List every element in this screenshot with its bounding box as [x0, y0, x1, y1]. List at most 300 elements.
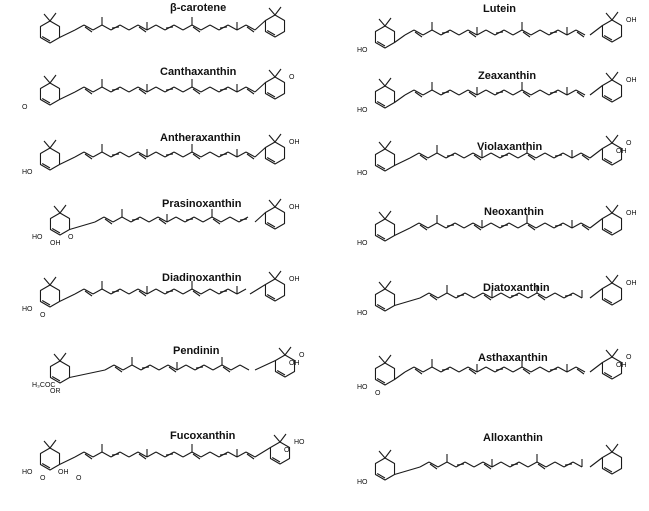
- violaxanthin-polyene-bond: [563, 153, 572, 158]
- diadinoxanthin-polyene-bond: [210, 289, 219, 294]
- carotene-left-ring-methyl: [44, 14, 50, 21]
- antheraxanthin-left-connector: [60, 157, 75, 165]
- alloxanthin-right-ring-methyl: [612, 444, 618, 452]
- lutein-polyene-bond: [405, 30, 414, 35]
- asthaxanthin-polyene-bond: [567, 367, 576, 372]
- canthaxanthin-polyene-double-bond: [166, 89, 173, 90]
- antheraxanthin-left-atom-label: HO: [22, 169, 33, 176]
- canthaxanthin-left-connector: [60, 92, 75, 100]
- fucoxanthin-polyene-bond: [93, 452, 102, 457]
- prasinoxanthin-polyene-bond: [167, 217, 176, 222]
- antheraxanthin-polyene-bond: [156, 152, 165, 157]
- lutein-left-connector: [395, 35, 405, 43]
- diadinoxanthin-polyene-double-bond: [166, 291, 173, 292]
- pendinin-left-atom-label: H₃COC: [32, 382, 56, 389]
- alloxanthin-right-connector: [590, 458, 602, 468]
- asthaxanthin-polyene-bond: [405, 367, 414, 372]
- prasinoxanthin-polyene-bond: [203, 217, 212, 222]
- zeaxanthin-polyene-bond: [450, 90, 459, 95]
- carotene-polyene-bond: [183, 25, 192, 30]
- lutein-polyene-bond: [450, 30, 459, 35]
- pendinin-polyene-bond: [177, 365, 186, 370]
- alloxanthin-left-atom-label: HO: [357, 479, 368, 486]
- canthaxanthin-polyene-bond: [120, 87, 129, 92]
- diatoxanthin-left-atom-label: HO: [357, 310, 368, 317]
- carotene-right-connector: [255, 21, 265, 31]
- neoxanthin-left-ring-methyl: [379, 212, 385, 219]
- diadinoxanthin-polyene-bond: [237, 289, 246, 294]
- fucoxanthin-polyene-double-bond: [112, 454, 119, 455]
- lutein-left-ring-methyl: [385, 18, 391, 26]
- prasinoxanthin-right-ring: [265, 207, 284, 229]
- neoxanthin-polyene-bond: [482, 223, 491, 228]
- zeaxanthin-polyene-bond: [423, 90, 432, 95]
- antheraxanthin-right-ring: [265, 142, 284, 164]
- diadinoxanthin-polyene-bond: [183, 289, 192, 294]
- lutein-polyene-bond: [540, 30, 549, 35]
- diadinoxanthin-right-ring-methyl: [275, 271, 281, 279]
- asthaxanthin-polyene-bond: [486, 367, 495, 372]
- alloxanthin-polyene-bond: [447, 462, 456, 467]
- asthaxanthin-right-ring-methyl: [612, 349, 618, 357]
- diadinoxanthin-polyene-double-bond: [220, 291, 227, 292]
- diadinoxanthin-polyene-bond: [102, 289, 111, 294]
- alloxanthin-polyene-bond: [501, 462, 510, 467]
- carotene-polyene-double-bond: [112, 27, 119, 28]
- structure-carotene: [40, 7, 284, 43]
- neoxanthin-left-connector: [395, 228, 410, 236]
- neoxanthin-polyene-double-bond: [501, 225, 508, 226]
- fucoxanthin-polyene-bond: [120, 452, 129, 457]
- zeaxanthin-left-ring: [375, 86, 394, 108]
- prasinoxanthin-polyene-bond: [140, 217, 149, 222]
- asthaxanthin-right-atom-label: O: [626, 354, 632, 361]
- pendinin-polyene-bond: [123, 365, 132, 370]
- violaxanthin-polyene-bond: [545, 153, 554, 158]
- alloxanthin-polyene-bond: [519, 462, 528, 467]
- antheraxanthin-polyene-bond: [120, 152, 129, 157]
- diatoxanthin-polyene-double-bond: [565, 295, 572, 296]
- fucoxanthin-polyene-bond: [237, 452, 246, 457]
- pendinin-polyene-bond: [105, 365, 114, 370]
- pendinin-right-atom-label: OH: [289, 360, 300, 367]
- pendinin-right-ring-methyl: [279, 348, 285, 355]
- carotene-polyene-bond: [210, 25, 219, 30]
- pendinin-polyene-double-bond: [142, 367, 149, 368]
- lutein-polyene-bond: [513, 30, 522, 35]
- antheraxanthin-left-ring: [40, 148, 59, 170]
- violaxanthin-polyene-bond: [518, 153, 527, 158]
- asthaxanthin-right-connector: [590, 363, 602, 373]
- antheraxanthin-left-ring-methyl: [44, 141, 50, 148]
- asthaxanthin-left-atom-label: O: [375, 390, 381, 397]
- diadinoxanthin-right-connector: [250, 285, 265, 295]
- lutein-polyene-bond: [504, 30, 513, 35]
- prasinoxanthin-polyene-double-bond: [186, 219, 193, 220]
- pendinin-polyene-bond: [204, 365, 213, 370]
- antheraxanthin-polyene-bond: [201, 152, 210, 157]
- alloxanthin-polyene-bond: [555, 462, 564, 467]
- fucoxanthin-polyene-bond: [147, 452, 156, 457]
- zeaxanthin-right-ring: [602, 80, 621, 102]
- antheraxanthin-polyene-bond: [183, 152, 192, 157]
- neoxanthin-polyene-bond: [491, 223, 500, 228]
- antheraxanthin-right-connector: [255, 148, 265, 158]
- alloxanthin-right-ring: [602, 452, 621, 474]
- asthaxanthin-polyene-bond: [423, 367, 432, 372]
- asthaxanthin-polyene-bond: [531, 367, 540, 372]
- asthaxanthin-polyene-bond: [558, 367, 567, 372]
- fucoxanthin-polyene-bond: [156, 452, 165, 457]
- carotene-polyene-double-bond: [166, 27, 173, 28]
- asthaxanthin-polyene-bond: [459, 367, 468, 372]
- canthaxanthin-polyene-double-bond: [112, 89, 119, 90]
- violaxanthin-polyene-bond: [482, 153, 491, 158]
- diadinoxanthin-left-ring-methyl: [44, 278, 50, 285]
- diatoxanthin-polyene-bond: [465, 293, 474, 298]
- violaxanthin-right-atom-label: OH: [616, 148, 627, 155]
- carotene-polyene-bond: [201, 25, 210, 30]
- zeaxanthin-polyene-bond: [432, 90, 441, 95]
- canthaxanthin-right-connector: [255, 83, 265, 93]
- structure-alloxanthin: [375, 444, 621, 480]
- diatoxanthin-left-connector: [395, 298, 420, 306]
- fucoxanthin-right-connector: [255, 448, 270, 458]
- violaxanthin-polyene-double-bond: [447, 155, 454, 156]
- fucoxanthin-polyene-double-bond: [166, 454, 173, 455]
- antheraxanthin-polyene-bond: [237, 152, 246, 157]
- lutein-right-atom-label: OH: [626, 17, 637, 24]
- zeaxanthin-left-ring-methyl: [379, 79, 385, 86]
- pendinin-polyene-bond: [240, 365, 249, 370]
- diadinoxanthin-right-ring-methyl: [269, 272, 275, 279]
- carotene-right-ring: [265, 15, 284, 37]
- pendinin-right-connector: [255, 361, 275, 371]
- zeaxanthin-right-ring-methyl: [612, 72, 618, 80]
- diatoxanthin-polyene-bond: [447, 293, 456, 298]
- antheraxanthin-polyene-bond: [174, 152, 183, 157]
- fucoxanthin-polyene-bond: [201, 452, 210, 457]
- diadinoxanthin-left-atom-label: HO: [22, 306, 33, 313]
- neoxanthin-polyene-double-bond: [447, 225, 454, 226]
- antheraxanthin-polyene-double-bond: [112, 154, 119, 155]
- violaxanthin-polyene-double-bond: [555, 155, 562, 156]
- canthaxanthin-right-ring: [265, 77, 284, 99]
- prasinoxanthin-right-ring-methyl: [269, 200, 275, 207]
- prasinoxanthin-polyene-bond: [95, 217, 104, 222]
- carotene-polyene-bond: [93, 25, 102, 30]
- antheraxanthin-right-ring-methyl: [269, 135, 275, 142]
- diadinoxanthin-polyene-bond: [129, 289, 138, 294]
- alloxanthin-polyene-bond: [420, 462, 429, 467]
- pendinin-left-connector: [70, 370, 105, 378]
- canthaxanthin-polyene-bond: [210, 87, 219, 92]
- zeaxanthin-polyene-bond: [459, 90, 468, 95]
- canthaxanthin-right-atom-label: O: [289, 74, 295, 81]
- fucoxanthin-polyene-bond: [75, 452, 84, 457]
- asthaxanthin-left-atom-label: HO: [357, 384, 368, 391]
- zeaxanthin-polyene-bond: [477, 90, 486, 95]
- lutein-right-ring-methyl: [612, 12, 618, 20]
- violaxanthin-left-ring-methyl: [379, 142, 385, 149]
- fucoxanthin-left-ring-methyl: [44, 441, 50, 448]
- diatoxanthin-right-atom-label: OH: [626, 280, 637, 287]
- neoxanthin-polyene-double-bond: [555, 225, 562, 226]
- asthaxanthin-left-connector: [395, 372, 405, 380]
- canthaxanthin-polyene-double-bond: [220, 89, 227, 90]
- carotene-polyene-bond: [129, 25, 138, 30]
- diadinoxanthin-left-ring-methyl: [50, 277, 56, 285]
- lutein-polyene-bond: [423, 30, 432, 35]
- carotene-right-ring-methyl: [275, 7, 281, 15]
- lutein-polyene-double-bond: [550, 32, 557, 33]
- alloxanthin-polyene-double-bond: [565, 464, 572, 465]
- neoxanthin-polyene-bond: [563, 223, 572, 228]
- fucoxanthin-right-ring-methyl: [274, 435, 280, 442]
- asthaxanthin-polyene-double-bond: [442, 369, 449, 370]
- pendinin-left-ring-methyl: [60, 353, 66, 361]
- fucoxanthin-polyene-bond: [183, 452, 192, 457]
- canthaxanthin-left-atom-label: O: [22, 104, 28, 111]
- neoxanthin-right-atom-label: OH: [626, 210, 637, 217]
- fucoxanthin-polyene-bond: [102, 452, 111, 457]
- pendinin-polyene-bond: [186, 365, 195, 370]
- violaxanthin-polyene-bond: [572, 153, 581, 158]
- prasinoxanthin-polyene-bond: [221, 217, 230, 222]
- diatoxanthin-left-ring: [375, 289, 394, 311]
- compound-name-neoxanthin: Neoxanthin: [484, 206, 544, 218]
- fucoxanthin-polyene-double-bond: [220, 454, 227, 455]
- antheraxanthin-polyene-bond: [210, 152, 219, 157]
- canthaxanthin-polyene-bond: [156, 87, 165, 92]
- violaxanthin-polyene-bond: [437, 153, 446, 158]
- diatoxanthin-right-ring-methyl: [606, 276, 612, 283]
- fucoxanthin-polyene-bond: [228, 452, 237, 457]
- antheraxanthin-right-ring-methyl: [275, 134, 281, 142]
- lutein-left-ring: [375, 26, 394, 48]
- compound-name-diatoxanthin: Diatoxanthin: [483, 282, 550, 294]
- diadinoxanthin-polyene-bond: [75, 289, 84, 294]
- asthaxanthin-polyene-double-bond: [496, 369, 503, 370]
- carotene-polyene-bond: [174, 25, 183, 30]
- lutein-polyene-bond: [432, 30, 441, 35]
- neoxanthin-right-ring: [602, 213, 621, 235]
- fucoxanthin-left-atom-label: OH: [58, 469, 69, 476]
- diadinoxanthin-left-connector: [60, 294, 75, 302]
- lutein-polyene-bond: [459, 30, 468, 35]
- fucoxanthin-polyene-bond: [210, 452, 219, 457]
- canthaxanthin-left-ring-methyl: [44, 76, 50, 83]
- lutein-left-atom-label: HO: [357, 47, 368, 54]
- canthaxanthin-polyene-bond: [174, 87, 183, 92]
- violaxanthin-polyene-bond: [491, 153, 500, 158]
- compound-name-carotene: β-carotene: [170, 2, 227, 14]
- prasinoxanthin-left-ring-methyl: [60, 205, 66, 213]
- zeaxanthin-left-connector: [395, 95, 405, 103]
- fucoxanthin-left-ring-methyl: [50, 440, 56, 448]
- neoxanthin-right-ring-methyl: [606, 206, 612, 213]
- neoxanthin-polyene-bond: [464, 223, 473, 228]
- violaxanthin-left-connector: [395, 158, 410, 166]
- alloxanthin-left-ring-methyl: [385, 450, 391, 458]
- diadinoxanthin-left-ring: [40, 285, 59, 307]
- canthaxanthin-left-ring: [40, 83, 59, 105]
- lutein-polyene-bond: [477, 30, 486, 35]
- pendinin-left-ring: [50, 361, 69, 383]
- alloxanthin-polyene-bond: [528, 462, 537, 467]
- diatoxanthin-left-ring-methyl: [385, 281, 391, 289]
- structure-lutein: [375, 12, 621, 48]
- diadinoxanthin-polyene-bond: [93, 289, 102, 294]
- alloxanthin-left-ring-methyl: [379, 451, 385, 458]
- antheraxanthin-left-ring-methyl: [50, 140, 56, 148]
- compound-name-canthaxanthin: Canthaxanthin: [160, 66, 237, 78]
- diatoxanthin-polyene-bond: [438, 293, 447, 298]
- zeaxanthin-right-connector: [590, 86, 602, 96]
- alloxanthin-left-connector: [395, 467, 420, 475]
- prasinoxanthin-polyene-bond: [113, 217, 122, 222]
- asthaxanthin-polyene-double-bond: [550, 369, 557, 370]
- diatoxanthin-polyene-double-bond: [511, 295, 518, 296]
- prasinoxanthin-left-connector: [70, 222, 95, 230]
- diadinoxanthin-polyene-bond: [201, 289, 210, 294]
- pendinin-polyene-bond: [213, 365, 222, 370]
- neoxanthin-polyene-bond: [455, 223, 464, 228]
- diadinoxanthin-right-atom-label: OH: [289, 276, 300, 283]
- compound-name-alloxanthin: Alloxanthin: [483, 432, 543, 444]
- lutein-right-ring-methyl: [606, 13, 612, 20]
- violaxanthin-right-atom-label: O: [626, 140, 632, 147]
- zeaxanthin-polyene-double-bond: [496, 92, 503, 93]
- canthaxanthin-polyene-bond: [129, 87, 138, 92]
- violaxanthin-left-atom-label: HO: [357, 170, 368, 177]
- lutein-polyene-bond: [486, 30, 495, 35]
- prasinoxanthin-polyene-bond: [194, 217, 203, 222]
- antheraxanthin-polyene-double-bond: [220, 154, 227, 155]
- alloxanthin-polyene-bond: [474, 462, 483, 467]
- prasinoxanthin-left-ring-methyl: [54, 206, 60, 213]
- asthaxanthin-polyene-bond: [504, 367, 513, 372]
- diatoxanthin-right-ring: [602, 283, 621, 305]
- violaxanthin-polyene-double-bond: [501, 155, 508, 156]
- diadinoxanthin-polyene-bond: [228, 289, 237, 294]
- prasinoxanthin-polyene-bond: [176, 217, 185, 222]
- pendinin-polyene-bond: [231, 365, 240, 370]
- neoxanthin-polyene-bond: [509, 223, 518, 228]
- diatoxanthin-polyene-bond: [573, 293, 582, 298]
- antheraxanthin-polyene-bond: [147, 152, 156, 157]
- alloxanthin-polyene-bond: [438, 462, 447, 467]
- prasinoxanthin-polyene-double-bond: [132, 219, 139, 220]
- prasinoxanthin-right-ring-methyl: [275, 199, 281, 207]
- zeaxanthin-left-atom-label: HO: [357, 107, 368, 114]
- carotene-polyene-double-bond: [220, 27, 227, 28]
- carotene-polyene-bond: [75, 25, 84, 30]
- antheraxanthin-polyene-bond: [228, 152, 237, 157]
- carotene-polyene-bond: [102, 25, 111, 30]
- diadinoxanthin-polyene-bond: [147, 289, 156, 294]
- asthaxanthin-polyene-bond: [540, 367, 549, 372]
- antheraxanthin-polyene-double-bond: [166, 154, 173, 155]
- pendinin-polyene-bond: [150, 365, 159, 370]
- violaxanthin-polyene-bond: [410, 153, 419, 158]
- compound-name-lutein: Lutein: [483, 3, 516, 15]
- alloxanthin-polyene-bond: [546, 462, 555, 467]
- fucoxanthin-right-ring-methyl: [280, 434, 286, 442]
- zeaxanthin-polyene-bond: [567, 90, 576, 95]
- diatoxanthin-polyene-bond: [420, 293, 429, 298]
- diadinoxanthin-polyene-bond: [120, 289, 129, 294]
- zeaxanthin-polyene-bond: [405, 90, 414, 95]
- alloxanthin-polyene-double-bond: [511, 464, 518, 465]
- canthaxanthin-polyene-bond: [237, 87, 246, 92]
- neoxanthin-right-ring-methyl: [612, 205, 618, 213]
- violaxanthin-right-ring-methyl: [606, 136, 612, 143]
- prasinoxanthin-polyene-bond: [149, 217, 158, 222]
- violaxanthin-right-ring-methyl: [612, 135, 618, 143]
- zeaxanthin-polyene-bond: [540, 90, 549, 95]
- zeaxanthin-polyene-double-bond: [442, 92, 449, 93]
- diatoxanthin-right-connector: [590, 289, 602, 299]
- asthaxanthin-right-atom-label: OH: [616, 362, 627, 369]
- carotene-polyene-bond: [228, 25, 237, 30]
- diatoxanthin-right-ring-methyl: [612, 275, 618, 283]
- prasinoxanthin-polyene-bond: [230, 217, 239, 222]
- neoxanthin-polyene-bond: [410, 223, 419, 228]
- neoxanthin-polyene-bond: [518, 223, 527, 228]
- prasinoxanthin-polyene-double-bond: [240, 219, 247, 220]
- neoxanthin-right-connector: [590, 219, 602, 229]
- alloxanthin-polyene-bond: [573, 462, 582, 467]
- diatoxanthin-polyene-bond: [555, 293, 564, 298]
- violaxanthin-left-ring: [375, 149, 394, 171]
- diadinoxanthin-polyene-bond: [174, 289, 183, 294]
- zeaxanthin-polyene-bond: [504, 90, 513, 95]
- lutein-polyene-bond: [558, 30, 567, 35]
- antheraxanthin-polyene-bond: [102, 152, 111, 157]
- antheraxanthin-polyene-bond: [75, 152, 84, 157]
- zeaxanthin-right-atom-label: OH: [626, 77, 637, 84]
- carotene-polyene-bond: [120, 25, 129, 30]
- zeaxanthin-polyene-bond: [531, 90, 540, 95]
- diadinoxanthin-right-ring: [265, 279, 284, 301]
- compound-name-antheraxanthin: Antheraxanthin: [160, 132, 241, 144]
- lutein-polyene-bond: [531, 30, 540, 35]
- zeaxanthin-polyene-bond: [558, 90, 567, 95]
- diadinoxanthin-polyene-bond: [156, 289, 165, 294]
- carotene-polyene-bond: [147, 25, 156, 30]
- pendinin-right-atom-label: O: [299, 352, 305, 359]
- zeaxanthin-polyene-bond: [486, 90, 495, 95]
- pendinin-polyene-bond: [132, 365, 141, 370]
- canthaxanthin-polyene-bond: [75, 87, 84, 92]
- asthaxanthin-left-ring-methyl: [379, 356, 385, 363]
- carotene-left-connector: [60, 30, 75, 38]
- carotene-polyene-bond: [237, 25, 246, 30]
- lutein-right-connector: [590, 26, 602, 36]
- lutein-left-ring-methyl: [379, 19, 385, 26]
- neoxanthin-polyene-bond: [437, 223, 446, 228]
- lutein-polyene-double-bond: [496, 32, 503, 33]
- zeaxanthin-right-ring-methyl: [606, 73, 612, 80]
- canthaxanthin-polyene-bond: [93, 87, 102, 92]
- violaxanthin-polyene-bond: [509, 153, 518, 158]
- antheraxanthin-polyene-bond: [93, 152, 102, 157]
- diadinoxanthin-polyene-double-bond: [112, 291, 119, 292]
- neoxanthin-left-atom-label: HO: [357, 240, 368, 247]
- fucoxanthin-left-connector: [60, 457, 75, 465]
- neoxanthin-left-ring: [375, 219, 394, 241]
